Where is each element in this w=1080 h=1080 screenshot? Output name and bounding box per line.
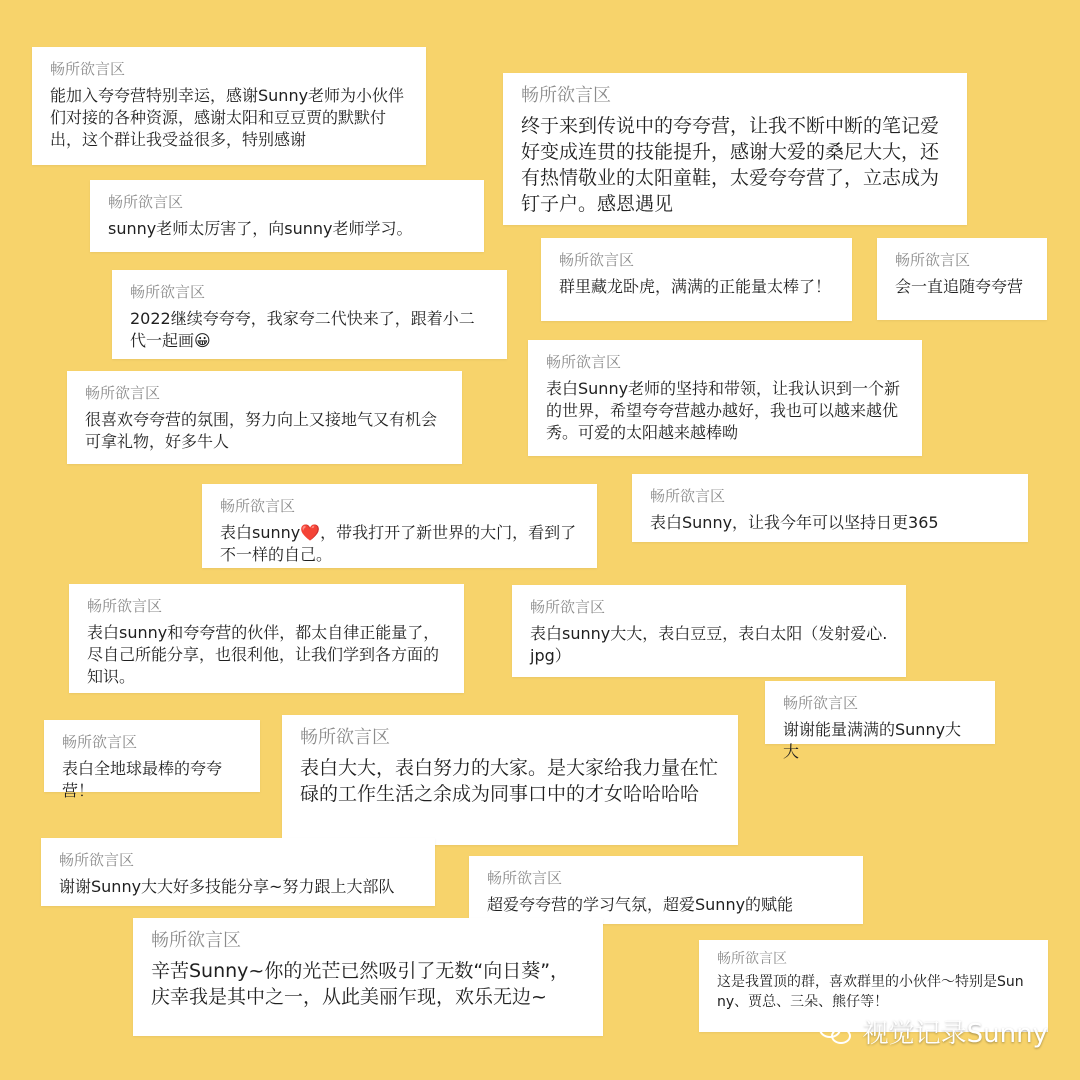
card-label: 畅所欲言区 xyxy=(87,597,163,615)
card-text: 超爱夸夸营的学习气氛，超爱Sunny的赋能 xyxy=(487,895,794,914)
card-label: 畅所欲言区 xyxy=(130,283,206,301)
comment-card xyxy=(41,838,435,906)
card-text: 表白sunny和夸夸营的伙伴，都太自律正能量了，尽自己所能分享，也很利他，让我们学到各方面的知识。 xyxy=(87,623,440,686)
card-text: sunny老师太厉害了，向sunny老师学习。 xyxy=(108,219,413,238)
card-label: 畅所欲言区 xyxy=(108,193,184,211)
card-label: 畅所欲言区 xyxy=(650,487,726,505)
card-label: 畅所欲言区 xyxy=(300,727,390,748)
card-label: 畅所欲言区 xyxy=(717,951,787,967)
comment-card xyxy=(877,238,1047,320)
comment-card xyxy=(503,73,967,225)
card-label: 畅所欲言区 xyxy=(546,353,622,371)
card-label: 畅所欲言区 xyxy=(151,930,241,951)
card-label: 畅所欲言区 xyxy=(530,598,606,616)
card-label: 畅所欲言区 xyxy=(521,85,611,106)
card-text: 表白Sunny，让我今年可以坚持日更365 xyxy=(650,513,939,532)
card-label: 畅所欲言区 xyxy=(59,851,135,869)
wechat-icon xyxy=(819,1018,853,1046)
card-text: 群里藏龙卧虎，满满的正能量太棒了！ xyxy=(559,277,832,296)
card-label: 畅所欲言区 xyxy=(895,251,971,269)
comment-card xyxy=(44,720,260,800)
comment-card xyxy=(90,180,484,252)
comment-card xyxy=(765,681,995,761)
card-text: 终于来到传说中的夸夸营，让我不断中断的笔记爱好变成连贯的技能提升，感谢大爱的桑尼大大，还有热情敬业的太阳童鞋，太爱夸夸营了，立志成为钉子户。感恩遇见 xyxy=(521,115,940,215)
card-text: 能加入夸夸营特别幸运，感谢Sunny老师为小伙伴们对接的各种资源，感谢太阳和豆豆贾的默默付出，这个群让我受益很多，特别感谢 xyxy=(50,86,405,149)
card-text: 2022继续夸夸夸，我家夸二代快来了，跟着小二代一起画😀 xyxy=(130,309,475,350)
card-label: 畅所欲言区 xyxy=(487,869,563,887)
card-text: 表白Sunny老师的坚持和带领，让我认识到一个新的世界，希望夸夸营越办越好，我也可以越来越优秀。可爱的太阳越来越棒呦 xyxy=(546,379,901,442)
card-text: 谢谢Sunny大大好多技能分享~努力跟上大部队 xyxy=(59,877,395,896)
card-text: 表白sunny❤️，带我打开了新世界的大门，看到了不一样的自己。 xyxy=(220,523,577,564)
card-text: 表白大大，表白努力的大家。是大家给我力量在忙碌的工作生活之余成为同事口中的才女哈哈哈哈 xyxy=(300,757,719,805)
comment-card xyxy=(67,371,462,464)
comment-card xyxy=(69,584,464,693)
card-label: 畅所欲言区 xyxy=(559,251,635,269)
comment-card xyxy=(632,474,1028,542)
comment-card xyxy=(528,340,922,456)
card-label: 畅所欲言区 xyxy=(220,497,296,515)
card-label: 畅所欲言区 xyxy=(62,733,138,751)
card-label: 畅所欲言区 xyxy=(783,694,859,712)
card-text: 辛苦Sunny~你的光芒已然吸引了无数“向日葵”，庆幸我是其中之一，从此美丽乍现，欢乐无边~ xyxy=(151,960,570,1008)
card-text: 谢谢能量满满的Sunny大大 xyxy=(783,720,962,761)
comment-card xyxy=(541,238,852,321)
card-text: 表白全地球最棒的夸夸营！ xyxy=(62,759,223,800)
watermark xyxy=(819,1013,1048,1050)
comment-card xyxy=(282,715,738,845)
comment-card xyxy=(469,856,863,924)
comment-card xyxy=(133,918,603,1036)
comment-card xyxy=(112,270,507,359)
card-text: 很喜欢夸夸营的氛围，努力向上又接地气又有机会可拿礼物，好多牛人 xyxy=(85,410,438,451)
comment-card xyxy=(512,585,906,677)
card-label: 畅所欲言区 xyxy=(85,384,161,402)
comment-card xyxy=(202,484,597,568)
comment-card xyxy=(32,47,426,165)
card-label: 畅所欲言区 xyxy=(50,60,126,78)
card-text: 表白sunny大大，表白豆豆，表白太阳（发射爱心.jpg） xyxy=(530,624,888,665)
card-text: 这是我置顶的群，喜欢群里的小伙伴～特别是Sunny、贾总、三朵、熊仔等！ xyxy=(717,974,1024,1010)
watermark-text: 视觉记录Sunny xyxy=(862,1019,1048,1049)
card-text: 会一直追随夸夸营 xyxy=(895,277,1024,296)
